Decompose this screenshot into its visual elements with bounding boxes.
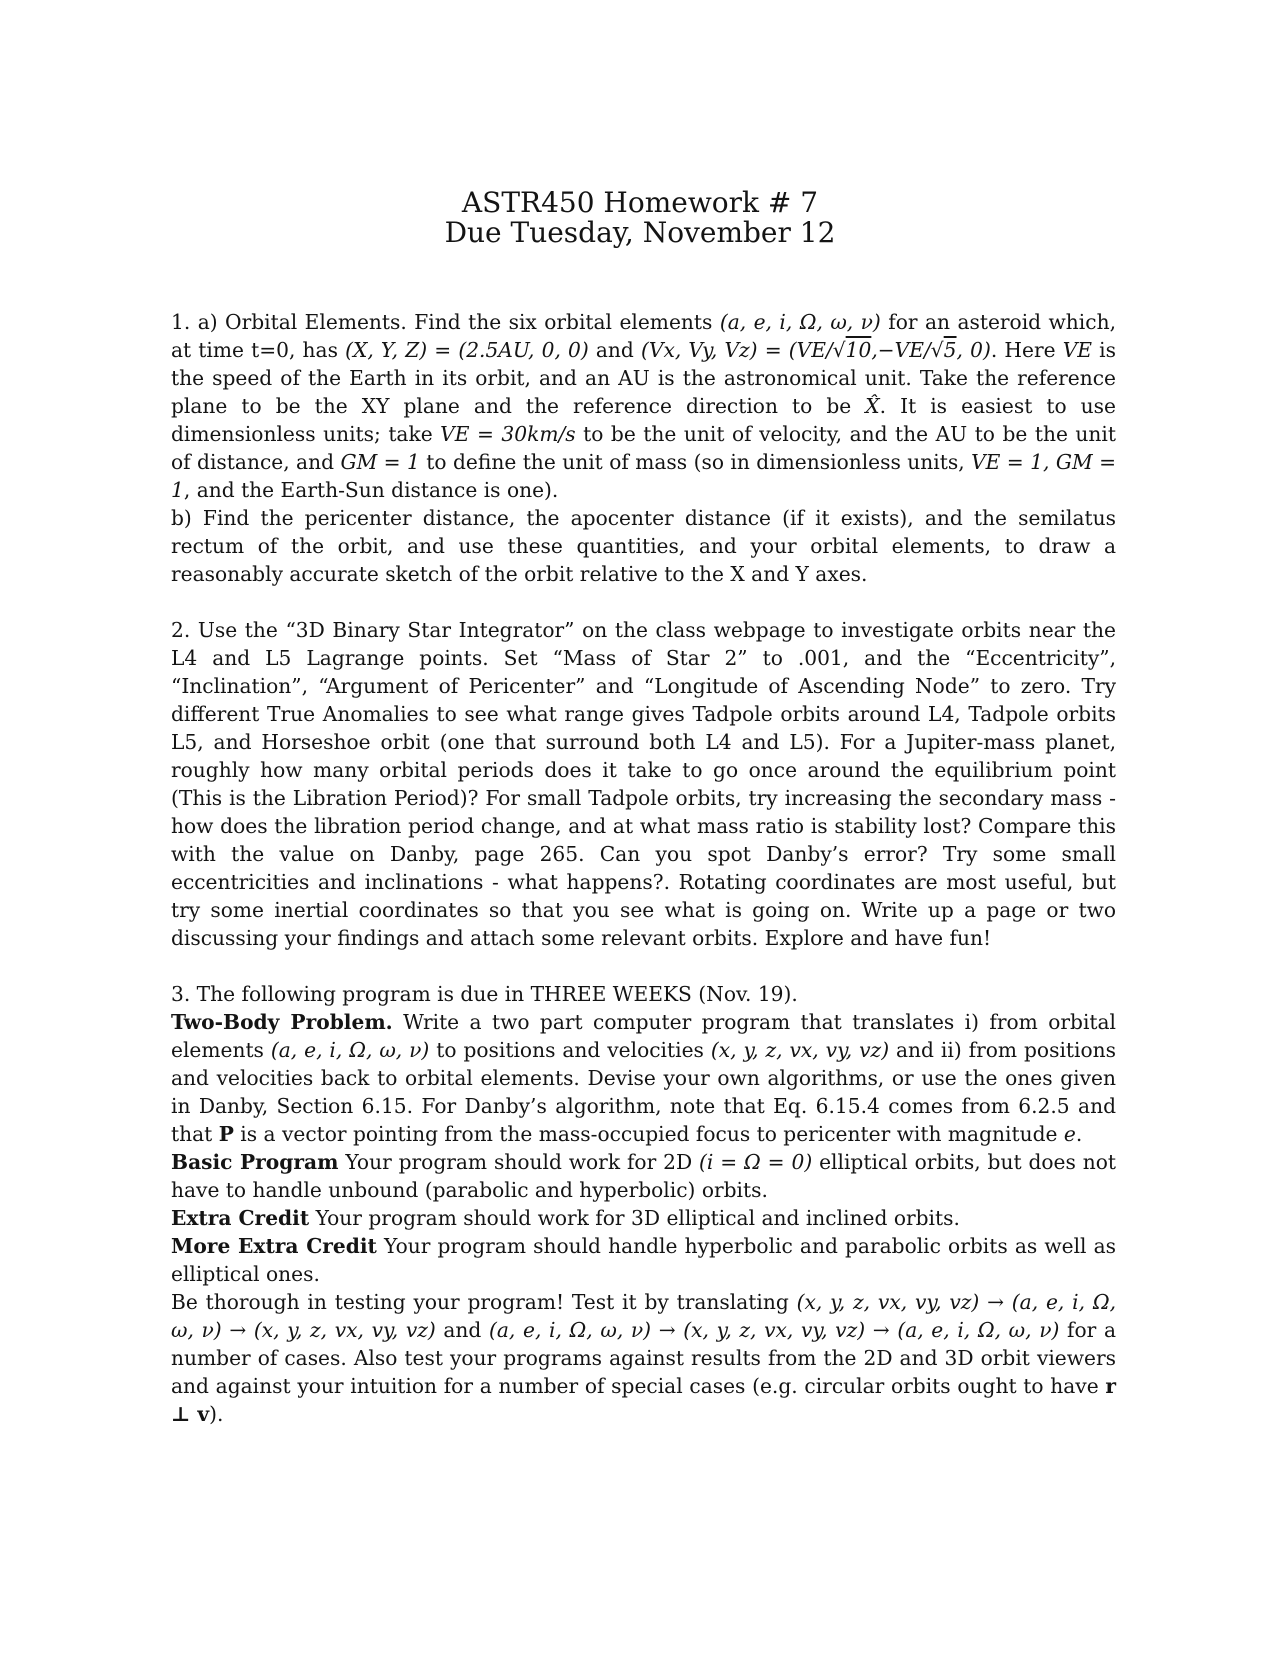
spacer [171,588,1116,616]
q1a-text: . It is easiest to use dimensionless units; take [171,394,1116,446]
xhat-math: X̂ [865,394,880,418]
state-vector-math: (x, y, z, vx, vy, vz) [710,1038,890,1062]
question-1a [171,308,1116,504]
due-date: Due Tuesday, November 12 [444,216,836,249]
q1a-text: , and the Earth-Sun distance is one). [183,478,559,502]
q1a-text: and [588,338,641,362]
basic-program [171,1148,1116,1204]
e-math: e [1063,1122,1076,1146]
q3-text: ). [209,1402,224,1426]
velocity-lhs: (Vx, Vy, Vz) = (VE/ [641,338,833,362]
page-title: ASTR450 Homework # 7 [461,186,819,219]
q3-text: . [1075,1122,1083,1146]
testing-instructions [171,1288,1116,1428]
document-header [0,188,1280,248]
sqrt-radicand: 10 [845,338,872,362]
planar-condition-math: (i = Ω = 0) [699,1150,813,1174]
q3-text: elliptical orbits, but does not have to handle unbound (parabolic and hyperbolic) orbits. [171,1150,1116,1202]
q1a-text: to define the unit of mass (so in dimensionless units, [419,450,972,474]
extra-credit [171,1204,1116,1232]
two-body-heading: Two-Body Problem. [171,1010,393,1034]
q3-text: to positions and velocities [429,1038,711,1062]
orbital-elements-math: (a, e, i, Ω, ω, ν) [719,310,881,334]
ve-unit-math: VE = 30km/s [440,422,576,446]
q1a-text: 1. a) Orbital Elements. Find the six orbital elements [171,310,720,334]
sqrt-radicand: 5 [943,338,957,362]
more-extra-credit [171,1232,1116,1288]
question-1b: b) Find the pericenter distance, the apocenter distance (if it exists), and the semilatus rectum of the orbit, and use these quantities, and your orbital elements, to draw a reasonably accurate sketch of the orbit relative to the X and Y axes. [171,506,1116,586]
position-math: (X, Y, Z) = (2.5AU, 0, 0) [345,338,589,362]
velocity-mid: ,−VE/ [871,338,931,362]
q3-text: for a number of cases. Also test your programs against results from the 2D and 3D orbit viewers and against your intuition for a number of special cases (e.g. circular orbits ought to have [171,1318,1116,1398]
sqrt-symbol: √ [832,338,846,362]
spacer [171,952,1116,980]
gm-math: GM = 1 [340,450,420,474]
translation-chain-math: (a, e, i, Ω, ω, ν) → (x, y, z, vx, vy, vz) → (a, e, i, Ω, ω, ν) [489,1318,1060,1342]
q3-text: Be thorough in testing your program! Test it by translating [171,1290,797,1314]
sqrt-symbol: √ [930,338,944,362]
ve-math: VE [1062,338,1093,362]
question-2: 2. Use the “3D Binary Star Integrator” on the class webpage to investigate orbits near the L4 and L5 Lagrange points. Set “Mass of Star 2” to .001, and the “Eccentricity”, “Inclination”, “Argument of Pericenter” and “Longitude of Ascending Node” to zero. Try different True Anomalies to see what range gives Tadpole orbits around L4, Tadpole orbits L5, and Horseshoe orbit (one that surround both L4 and L5). For a Jupiter-mass planet, roughly how many orbital periods does it take to go once around the equilibrium point (This is the Libration Period)? For small Tadpole orbits, try increasing the secondary mass - how does the libration period change, and at what mass ratio is stability lost? Compare this with the value on Danby, page 265. Can you spot Danby’s error? Try some small eccentricities and inclinations - what happens?. Rotating coordinates are most useful, but try some inertial coordinates so that you see what is going on. Write up a page or two discussing your findings and attach some relevant orbits. Explore and have fun! [171,618,1116,950]
more-extra-credit-heading: More Extra Credit [171,1234,377,1258]
two-body-problem [171,1008,1116,1148]
q3-text: Write a two part computer program that translates i) from orbital elements [171,1010,1117,1062]
p-vector-math: P [218,1122,234,1146]
q3-text: and [435,1318,490,1342]
question-3-intro: 3. The following program is due in THREE WEEKS (Nov. 19). [171,982,798,1006]
q1a-text: for an asteroid which, at time t=0, has [171,310,1116,362]
q3-text: Your program should handle hyperbolic and parabolic orbits as well as elliptical ones. [171,1234,1116,1286]
q1a-text: . Here [990,338,1063,362]
extra-credit-heading: Extra Credit [171,1206,310,1230]
q1a-text: is the speed of the Earth in its orbit, and an AU is the astronomical unit. Take the reference plane to be the XY plane and the reference direction to be [171,338,1116,418]
perpendicular-math: r ⊥ v [171,1374,1116,1426]
q3-text: and ii) from positions and velocities back to orbital elements. Devise your own algorithms, or use the ones given in Danby, Section 6.15. For Danby’s algorithm, note that Eq. 6.15.4 comes from 6.2.5 and that [171,1038,1116,1146]
q1a-text: to be the unit of velocity, and the AU to be the unit of distance, and [171,422,1116,474]
dimensionless-math: VE = 1, GM = 1 [171,450,1116,502]
basic-program-heading: Basic Program [171,1150,339,1174]
document-body [171,308,1116,1428]
orbital-elements-math: (a, e, i, Ω, ω, ν) [270,1038,430,1062]
q3-text: Your program should work for 3D elliptical and inclined orbits. [309,1206,960,1230]
q3-text: Your program should work for 2D [338,1150,700,1174]
translation-chain-math: (x, y, z, vx, vy, vz) → (a, e, i, Ω, ω, ν) → (x, y, z, vx, vy, vz) [171,1290,1117,1342]
velocity-math [641,338,991,362]
velocity-end: , 0) [956,338,991,362]
q3-text: is a vector pointing from the mass-occupied focus to pericenter with magnitude [233,1122,1064,1146]
